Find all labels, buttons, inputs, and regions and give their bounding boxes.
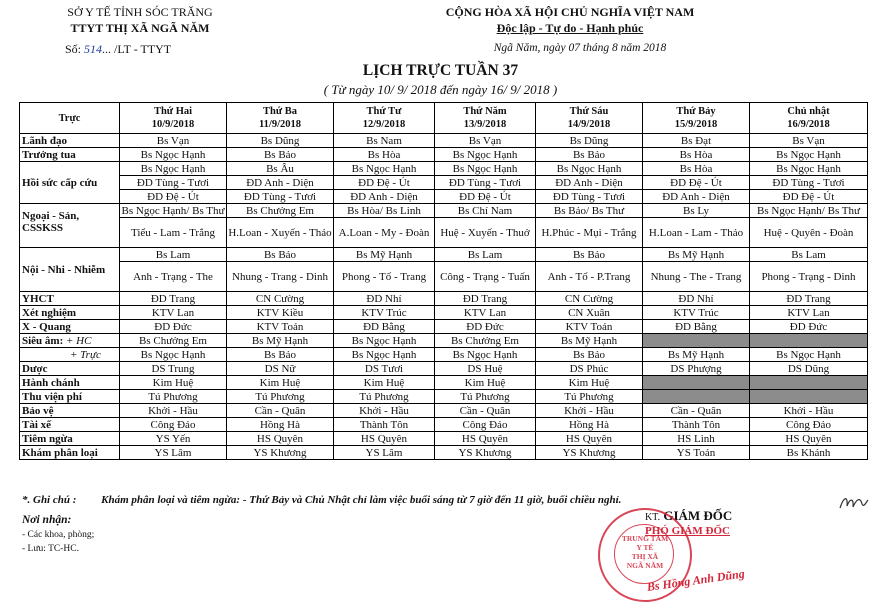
table-cell: Công - Trạng - Tuấn	[435, 262, 536, 292]
row-label: X - Quang	[20, 320, 120, 334]
table-cell: Bs Ngọc Hạnh	[750, 148, 868, 162]
table-cell: ĐD Đệ - Út	[750, 190, 868, 204]
empty-cell	[643, 334, 750, 348]
table-cell: ĐD Anh - Diện	[227, 176, 334, 190]
table-cell: Anh - Trạng - The	[120, 262, 227, 292]
table-cell: HS Quyên	[334, 432, 435, 446]
table-cell: ĐD Đức	[750, 320, 868, 334]
table-cell: CN Xuân	[536, 306, 643, 320]
table-cell: ĐD Trang	[120, 292, 227, 306]
row-label: Xét nghiệm	[20, 306, 120, 320]
table-row	[20, 404, 868, 418]
day-header: Chủ nhật 16/9/2018	[750, 103, 868, 134]
corner-header: Trực	[20, 103, 120, 134]
empty-cell	[643, 390, 750, 404]
org-parent: SỞ Y TẾ TỈNH SÓC TRĂNG	[67, 5, 213, 19]
table-cell: CN Cường	[227, 292, 334, 306]
table-cell: DS Dũng	[750, 362, 868, 376]
table-cell: Công Đảo	[120, 418, 227, 432]
row-label: Tiêm ngừa	[20, 432, 120, 446]
table-cell: KTV Lan	[120, 306, 227, 320]
table-cell: HS Quyên	[536, 432, 643, 446]
table-row	[20, 176, 868, 190]
table-cell: Cần - Quân	[435, 404, 536, 418]
table-cell: ĐD Anh - Diện	[536, 176, 643, 190]
table-cell: ĐD Trang	[750, 292, 868, 306]
table-cell: Bs Bảo/ Bs Thư	[536, 204, 643, 218]
table-cell: Bs Dũng	[227, 134, 334, 148]
table-cell: Bs Ngọc Hạnh	[750, 162, 868, 176]
table-cell: KTV Toản	[536, 320, 643, 334]
table-row	[20, 334, 868, 348]
signature-deputy: PHÓ GIÁM ĐỐC	[645, 525, 730, 537]
table-cell: Bs Dũng	[536, 134, 643, 148]
table-cell: KTV Trúc	[643, 306, 750, 320]
table-cell: Huệ - Quyên - Đoàn	[750, 218, 868, 248]
table-cell: Bs Nam	[334, 134, 435, 148]
table-cell: Bs Ngọc Hạnh	[120, 348, 227, 362]
table-cell: ĐD Tùng - Tươi	[750, 176, 868, 190]
table-cell: Khởi - Hầu	[334, 404, 435, 418]
table-cell: Hồng Hà	[227, 418, 334, 432]
table-cell: Bs Ngọc Hạnh	[750, 348, 868, 362]
table-cell: Nhung - The - Trang	[643, 262, 750, 292]
table-cell: Bs Hòa	[334, 148, 435, 162]
table-cell: YS Yến	[120, 432, 227, 446]
stamp-line: TRUNG TÂM	[621, 534, 669, 543]
table-cell: ĐD Tùng - Tươi	[227, 190, 334, 204]
empty-cell	[750, 390, 868, 404]
table-cell: Bs Ly	[643, 204, 750, 218]
table-cell: Khởi - Hầu	[536, 404, 643, 418]
page-subtitle: ( Từ ngày 10/ 9/ 2018 đến ngày 16/ 9/ 2018 )	[323, 82, 558, 97]
table-cell: Bs Âu	[227, 162, 334, 176]
table-cell: Bs Đạt	[643, 134, 750, 148]
row-label: YHCT	[20, 292, 120, 306]
table-cell: ĐD Bằng	[643, 320, 750, 334]
stamp-line: Y TẾ	[636, 543, 654, 552]
table-cell: Bs Ngọc Hạnh/ Bs Thư	[750, 204, 868, 218]
table-cell: ĐD Đệ - Út	[435, 190, 536, 204]
table-cell: KTV Lan	[750, 306, 868, 320]
table-cell: Bs Vạn	[435, 134, 536, 148]
row-label: + Trực	[20, 348, 120, 362]
table-cell: Nhung - Trang - Dinh	[227, 262, 334, 292]
table-cell: Bs Bảo	[536, 248, 643, 262]
table-cell: Tú Phương	[227, 390, 334, 404]
row-label: Bảo vệ	[20, 404, 120, 418]
table-cell: Bs Chí Nam	[435, 204, 536, 218]
table-cell: HS Quyên	[750, 432, 868, 446]
table-cell: Tú Phương	[435, 390, 536, 404]
row-label: Hồi sức cấp cứu	[20, 162, 120, 204]
day-header: Thứ Tư 12/9/2018	[334, 103, 435, 134]
table-cell: Hồng Hà	[536, 418, 643, 432]
table-cell: Kim Huệ	[536, 376, 643, 390]
stamp-line: NGÃ NĂM	[626, 561, 664, 570]
table-cell: Bs Vạn	[120, 134, 227, 148]
table-cell: ĐD Tùng - Tươi	[120, 176, 227, 190]
table-cell: Bs Mỹ Hạnh	[227, 334, 334, 348]
table-cell: DS Trung	[120, 362, 227, 376]
doc-number-label: Số:	[65, 42, 82, 56]
empty-cell	[750, 376, 868, 390]
table-row	[20, 162, 868, 176]
table-cell: Bs Bảo	[227, 348, 334, 362]
table-cell: Bs Bảo	[227, 148, 334, 162]
table-cell: ĐD Nhí	[643, 292, 750, 306]
table-cell: YS Khương	[227, 446, 334, 460]
table-cell: Khởi - Hầu	[120, 404, 227, 418]
table-cell: Phong - Tố - Trang	[334, 262, 435, 292]
table-cell: Bs Ngọc Hạnh	[435, 348, 536, 362]
doc-number	[65, 42, 171, 57]
table-row	[20, 432, 868, 446]
table-cell: ĐD Đệ - Út	[120, 190, 227, 204]
table-row	[20, 204, 868, 218]
table-cell: Kim Huệ	[120, 376, 227, 390]
table-cell: Tú Phương	[334, 390, 435, 404]
table-cell: Bs Ngọc Hạnh	[334, 334, 435, 348]
table-row	[20, 390, 868, 404]
table-cell: Tú Phương	[536, 390, 643, 404]
table-cell: KTV Toản	[227, 320, 334, 334]
date-line: Ngã Năm, ngày 07 tháng 8 năm 2018	[493, 42, 667, 54]
table-cell: ĐD Đức	[435, 320, 536, 334]
row-label: Hành chánh	[20, 376, 120, 390]
table-cell: ĐD Đệ - Út	[643, 176, 750, 190]
table-cell: Bs Bảo	[536, 148, 643, 162]
stamp-line: THỊ XÃ	[631, 552, 659, 561]
table-cell: Bs Lam	[120, 248, 227, 262]
row-label: Siêu âm: + HC	[20, 334, 120, 348]
table-cell: ĐD Bằng	[334, 320, 435, 334]
table-cell: ĐD Tùng - Tươi	[435, 176, 536, 190]
row-label: Nội - Nhi - Nhiễm	[20, 248, 120, 292]
table-cell: HS Quyên	[435, 432, 536, 446]
table-cell: DS Nữ	[227, 362, 334, 376]
table-cell: Tiểu - Lam - Trắng	[120, 218, 227, 248]
table-row	[20, 262, 868, 292]
table-cell: ĐD Anh - Diện	[334, 190, 435, 204]
table-cell: Công Đảo	[435, 418, 536, 432]
table-cell: H.Phúc - Mụi - Trắng	[536, 218, 643, 248]
table-cell: Kim Huệ	[227, 376, 334, 390]
table-cell: YS Lâm	[120, 446, 227, 460]
table-cell: DS Phượng	[643, 362, 750, 376]
signature-scribble-icon	[838, 492, 870, 514]
table-cell: Bs Bảo	[536, 348, 643, 362]
table-cell: Cần - Quân	[643, 404, 750, 418]
table-cell: CN Cường	[536, 292, 643, 306]
table-cell: KTV Trúc	[334, 306, 435, 320]
table-cell: Bs Mỹ Hạnh	[334, 248, 435, 262]
table-cell: Bs Mỹ Hạnh	[536, 334, 643, 348]
recipient-item: - Các khoa, phòng;	[22, 530, 95, 540]
table-cell: Bs Ngọc Hạnh	[435, 148, 536, 162]
day-header: Thứ Bảy 15/9/2018	[643, 103, 750, 134]
table-cell: DS Huệ	[435, 362, 536, 376]
country-name: CỘNG HÒA XÃ HỘI CHỦ NGHĨA VIỆT NAM	[445, 5, 695, 19]
table-cell: Huệ - Xuyến - Thuở	[435, 218, 536, 248]
table-cell: Bs Vạn	[750, 134, 868, 148]
table-cell: ĐD Đệ - Út	[334, 176, 435, 190]
table-cell: YS Khương	[536, 446, 643, 460]
table-cell: Bs Hòa	[643, 162, 750, 176]
table-cell: Công Đảo	[750, 418, 868, 432]
table-row	[20, 446, 868, 460]
table-row	[20, 148, 868, 162]
table-cell: Bs Mỹ Hạnh	[643, 248, 750, 262]
table-cell: Thành Tôn	[334, 418, 435, 432]
table-header-row	[20, 103, 868, 134]
day-header: Thứ Ba 11/9/2018	[227, 103, 334, 134]
table-cell: Bs Khánh	[750, 446, 868, 460]
table-cell: Bs Chưởng Em	[435, 334, 536, 348]
table-cell: Bs Ngọc Hạnh	[334, 348, 435, 362]
table-cell: Thành Tôn	[643, 418, 750, 432]
table-cell: DS Phúc	[536, 362, 643, 376]
table-cell: ĐD Đức	[120, 320, 227, 334]
duty-schedule-table	[19, 102, 868, 460]
national-motto: Độc lập - Tự do - Hạnh phúc	[496, 21, 644, 35]
table-cell: HS Quyên	[227, 432, 334, 446]
note-label: *. Ghi chú :	[22, 494, 77, 506]
row-label: Ngoại - Sản, CSSKSS	[20, 204, 120, 248]
table-row	[20, 248, 868, 262]
day-header: Thứ Sáu 14/9/2018	[536, 103, 643, 134]
note	[22, 494, 621, 506]
table-cell: A.Loan - My - Đoàn	[334, 218, 435, 248]
table-cell: Bs Chưởng Em	[227, 204, 334, 218]
table-cell: YS Lâm	[334, 446, 435, 460]
table-cell: ĐD Trang	[435, 292, 536, 306]
table-row	[20, 320, 868, 334]
table-cell: KTV Kiều	[227, 306, 334, 320]
table-cell: YS Toản	[643, 446, 750, 460]
table-row	[20, 362, 868, 376]
row-label: Tài xế	[20, 418, 120, 432]
row-label: Trưởng tua	[20, 148, 120, 162]
row-label: Thu viện phí	[20, 390, 120, 404]
table-row	[20, 306, 868, 320]
table-cell: HS Linh	[643, 432, 750, 446]
table-cell: ĐD Nhí	[334, 292, 435, 306]
table-cell: Bs Ngọc Hạnh	[334, 162, 435, 176]
table-cell: Bs Chưởng Em	[120, 334, 227, 348]
table-cell: ĐD Anh - Diện	[643, 190, 750, 204]
empty-cell	[750, 334, 868, 348]
table-cell: Kim Huệ	[435, 376, 536, 390]
table-cell: Anh - Tố - P.Trang	[536, 262, 643, 292]
row-label: Khám phân loại	[20, 446, 120, 460]
table-row	[20, 376, 868, 390]
table-cell: Tú Phương	[120, 390, 227, 404]
table-cell: Bs Ngọc Hạnh	[120, 162, 227, 176]
table-row	[20, 418, 868, 432]
table-row	[20, 190, 868, 204]
table-cell: Bs Ngọc Hạnh	[435, 162, 536, 176]
table-cell: Bs Lam	[750, 248, 868, 262]
doc-number-value: 514	[84, 42, 103, 56]
table-cell: Bs Ngọc Hạnh	[536, 162, 643, 176]
doc-number-suffix: ... /LT - TTYT	[102, 42, 172, 56]
table-cell: ĐD Tùng - Tươi	[536, 190, 643, 204]
recipient-item: - Lưu: TC-HC.	[22, 544, 79, 554]
table-cell: Bs Bảo	[227, 248, 334, 262]
day-header: Thứ Năm 13/9/2018	[435, 103, 536, 134]
signature-position: KT. GIÁM ĐỐC	[645, 508, 733, 523]
row-label: Dược	[20, 362, 120, 376]
table-cell: Bs Ngọc Hạnh/ Bs Thư	[120, 204, 227, 218]
table-cell: H.Loan - Xuyến - Thảo	[227, 218, 334, 248]
table-cell: DS Tươi	[334, 362, 435, 376]
recipients-title: Nơi nhận:	[22, 514, 72, 526]
table-row	[20, 134, 868, 148]
table-cell: Bs Ngọc Hạnh	[120, 148, 227, 162]
table-cell: Kim Huệ	[334, 376, 435, 390]
table-cell: H.Loan - Lam - Thảo	[643, 218, 750, 248]
table-row	[20, 348, 868, 362]
org-name: TTYT THỊ XÃ NGÃ NĂM	[70, 21, 210, 35]
table-row	[20, 292, 868, 306]
table-cell: Bs Lam	[435, 248, 536, 262]
table-row	[20, 218, 868, 248]
table-cell: Bs Hòa/ Bs Linh	[334, 204, 435, 218]
note-text: Khám phân loại và tiêm ngừa: - Thứ Bảy và Chủ Nhật chỉ làm việc buổi sáng từ 7 giờ đến 11 giờ, buổi chiều nghỉ.	[101, 494, 622, 506]
table-cell: YS Khương	[435, 446, 536, 460]
signer-name: Bs Hồng Anh Dũng	[645, 566, 746, 595]
day-header: Thứ Hai 10/9/2018	[120, 103, 227, 134]
table-cell: Phong - Trạng - Dinh	[750, 262, 868, 292]
empty-cell	[643, 376, 750, 390]
page-title: LỊCH TRỰC TUẦN 37	[362, 62, 519, 79]
table-cell: Cần - Quân	[227, 404, 334, 418]
table-cell: Bs Mỹ Hạnh	[643, 348, 750, 362]
table-cell: Bs Hòa	[643, 148, 750, 162]
row-label: Lãnh đạo	[20, 134, 120, 148]
table-cell: Khởi - Hầu	[750, 404, 868, 418]
table-cell: KTV Lan	[435, 306, 536, 320]
